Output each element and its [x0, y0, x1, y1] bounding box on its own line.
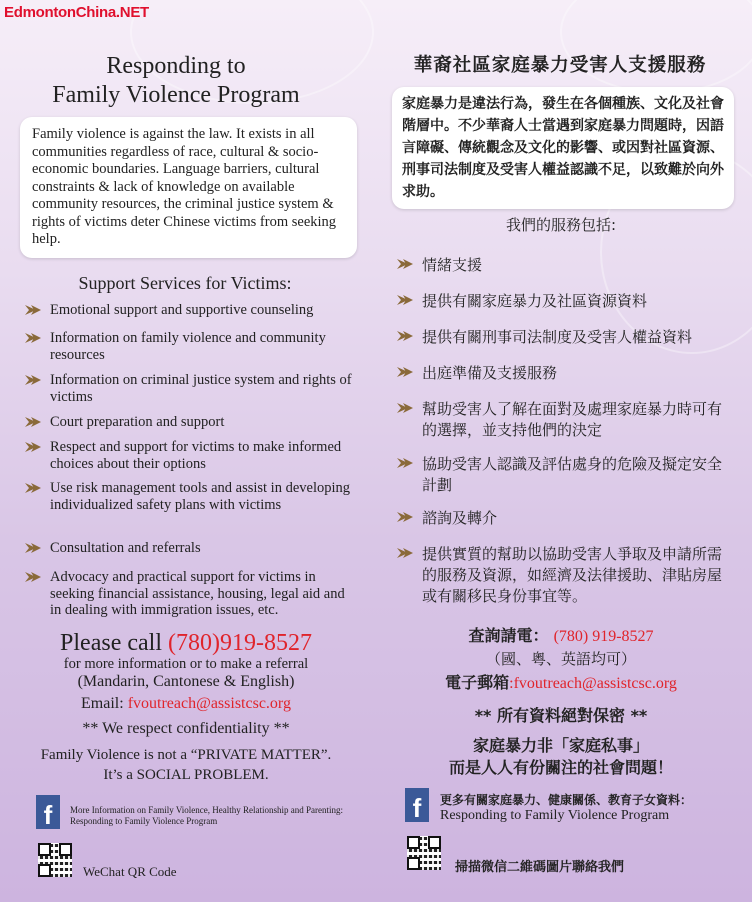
- arrow-bullet-icon: [396, 545, 414, 559]
- wechat-label-en: WeChat QR Code: [83, 864, 177, 879]
- arrow-bullet-icon: [396, 400, 414, 414]
- facebook-info-en: More Information on Family Violence, Healthy Relationship and Parenting: Responding to Family Violence Program: [70, 805, 343, 826]
- call-line-zh: 查詢請電： (780) 919-8527: [468, 626, 654, 645]
- list-item: Information on family violence and community resources: [24, 330, 354, 372]
- list-item: Emotional support and supportive counseling: [24, 302, 354, 330]
- arrow-bullet-icon: [396, 256, 414, 270]
- services-list-zh: [396, 255, 736, 607]
- arrow-bullet-icon: [24, 481, 42, 495]
- private-matter-zh: 家庭暴力非「家庭私事」 而是人人有份關注的社會問題！: [448, 736, 673, 777]
- list-item: Consultation and referrals: [24, 540, 354, 569]
- services-heading-en: Support Services for Victims:: [78, 273, 292, 293]
- private-matter-en: Family Violence is not a “PRIVATE MATTER”. It’s a SOCIAL PROBLEM.: [40, 747, 332, 783]
- wechat-qr-code-icon: [38, 843, 72, 877]
- list-item: 幫助受害人了解在面對及處理家庭暴力時可有的選擇，並支持他們的決定: [396, 399, 736, 454]
- program-title-zh: 華裔社區家庭暴力受害人支援服務: [413, 55, 707, 76]
- list-item: Information on criminal justice system and rights of victims: [24, 372, 354, 414]
- arrow-bullet-icon: [24, 303, 42, 317]
- arrow-bullet-icon: [396, 292, 414, 306]
- arrow-bullet-icon: [396, 509, 414, 523]
- arrow-bullet-icon: [24, 373, 42, 387]
- facebook-icon[interactable]: f: [36, 795, 60, 829]
- arrow-bullet-icon: [396, 455, 414, 469]
- confidential-zh: ** 所有資料絕對保密 **: [474, 706, 648, 725]
- arrow-bullet-icon: [24, 440, 42, 454]
- call-line-en: Please call (780)919-8527: [60, 630, 312, 656]
- phone-link-zh[interactable]: (780) 919-8527: [553, 628, 654, 645]
- languages-en: (Mandarin, Cantonese & English): [77, 673, 295, 690]
- arrow-bullet-icon: [24, 415, 42, 429]
- email-line-en: Email: fvoutreach@assistcsc.org: [81, 695, 291, 712]
- wechat-label-zh: 掃描微信二維碼圖片聯絡我們: [455, 860, 625, 875]
- services-list-en: [24, 302, 354, 619]
- facebook-info-zh: 更多有關家庭暴力、健康關係、教育子女資料： Responding to Family Violence Program: [440, 793, 693, 823]
- arrow-bullet-icon: [396, 328, 414, 342]
- list-item: 情緒支援: [396, 255, 736, 291]
- arrow-bullet-icon: [396, 364, 414, 378]
- wechat-qr-code-icon: [407, 836, 441, 870]
- arrow-bullet-icon: [24, 331, 42, 345]
- list-item: 提供有關刑事司法制度及受害人權益資料: [396, 327, 736, 363]
- phone-link-en[interactable]: (780)919-8527: [167, 630, 312, 656]
- list-item: 提供有關家庭暴力及社區資源資料: [396, 291, 736, 327]
- confidential-en: ** We respect confidentiality **: [82, 720, 290, 737]
- email-link-zh[interactable]: :fvoutreach@assistcsc.org: [509, 675, 677, 692]
- email-link-en[interactable]: fvoutreach@assistcsc.org: [127, 695, 291, 712]
- decorative-swirl: [560, 0, 752, 94]
- list-item: 協助受害人認識及評估處身的危險及擬定安全計劃: [396, 454, 736, 508]
- list-item: Advocacy and practical support for victims in seeking financial assistance, housing, legal aid and in dealing with immigration issues, etc.: [24, 569, 354, 619]
- list-item: Respect and support for victims to make informed choices about their options: [24, 439, 354, 480]
- intro-text-zh: 家庭暴力是違法行為，發生在各個種族、文化及社會階層中。不少華裔人士當遇到家庭暴力問題時，因語言障礙、傳統觀念及文化的影響、或因對社區資源、刑事司法制度及受害人權益認識不足，以致難於向外求助。: [402, 96, 724, 200]
- list-item: Use risk management tools and assist in developing individualized safety plans with victims: [24, 480, 354, 540]
- list-item: 諮詢及轉介: [396, 508, 736, 544]
- arrow-bullet-icon: [24, 570, 42, 584]
- facebook-icon[interactable]: f: [405, 788, 429, 822]
- site-watermark: EdmontonChina.NET: [4, 4, 149, 21]
- intro-text-en: Family violence is against the law. It exists in all communities regardless of race, cultural & socio-economic boundaries. Language barriers, cultural constraints & lack of knowledge on available community resources, the criminal justice system & rights of victims deter Chinese victims from seeking help.: [32, 126, 337, 247]
- email-line-zh: 電子郵箱:fvoutreach@assistcsc.org: [445, 673, 677, 692]
- languages-zh: （國、粵、英語均可）: [485, 650, 636, 668]
- list-item: 提供實質的幫助以協助受害人爭取及申請所需的服務及資源，如經濟及法律援助、津貼房屋或有關移民身份事宜等。: [396, 544, 736, 607]
- list-item: 出庭準備及支援服務: [396, 363, 736, 399]
- services-heading-zh: 我們的服務包括:: [505, 216, 617, 234]
- intro-box-en: [20, 117, 357, 258]
- intro-box-zh: [392, 87, 734, 209]
- referral-text-en: for more information or to make a referral: [63, 656, 309, 672]
- program-title-en: Responding to Family Violence Program: [52, 53, 300, 108]
- list-item: Court preparation and support: [24, 414, 354, 439]
- arrow-bullet-icon: [24, 541, 42, 555]
